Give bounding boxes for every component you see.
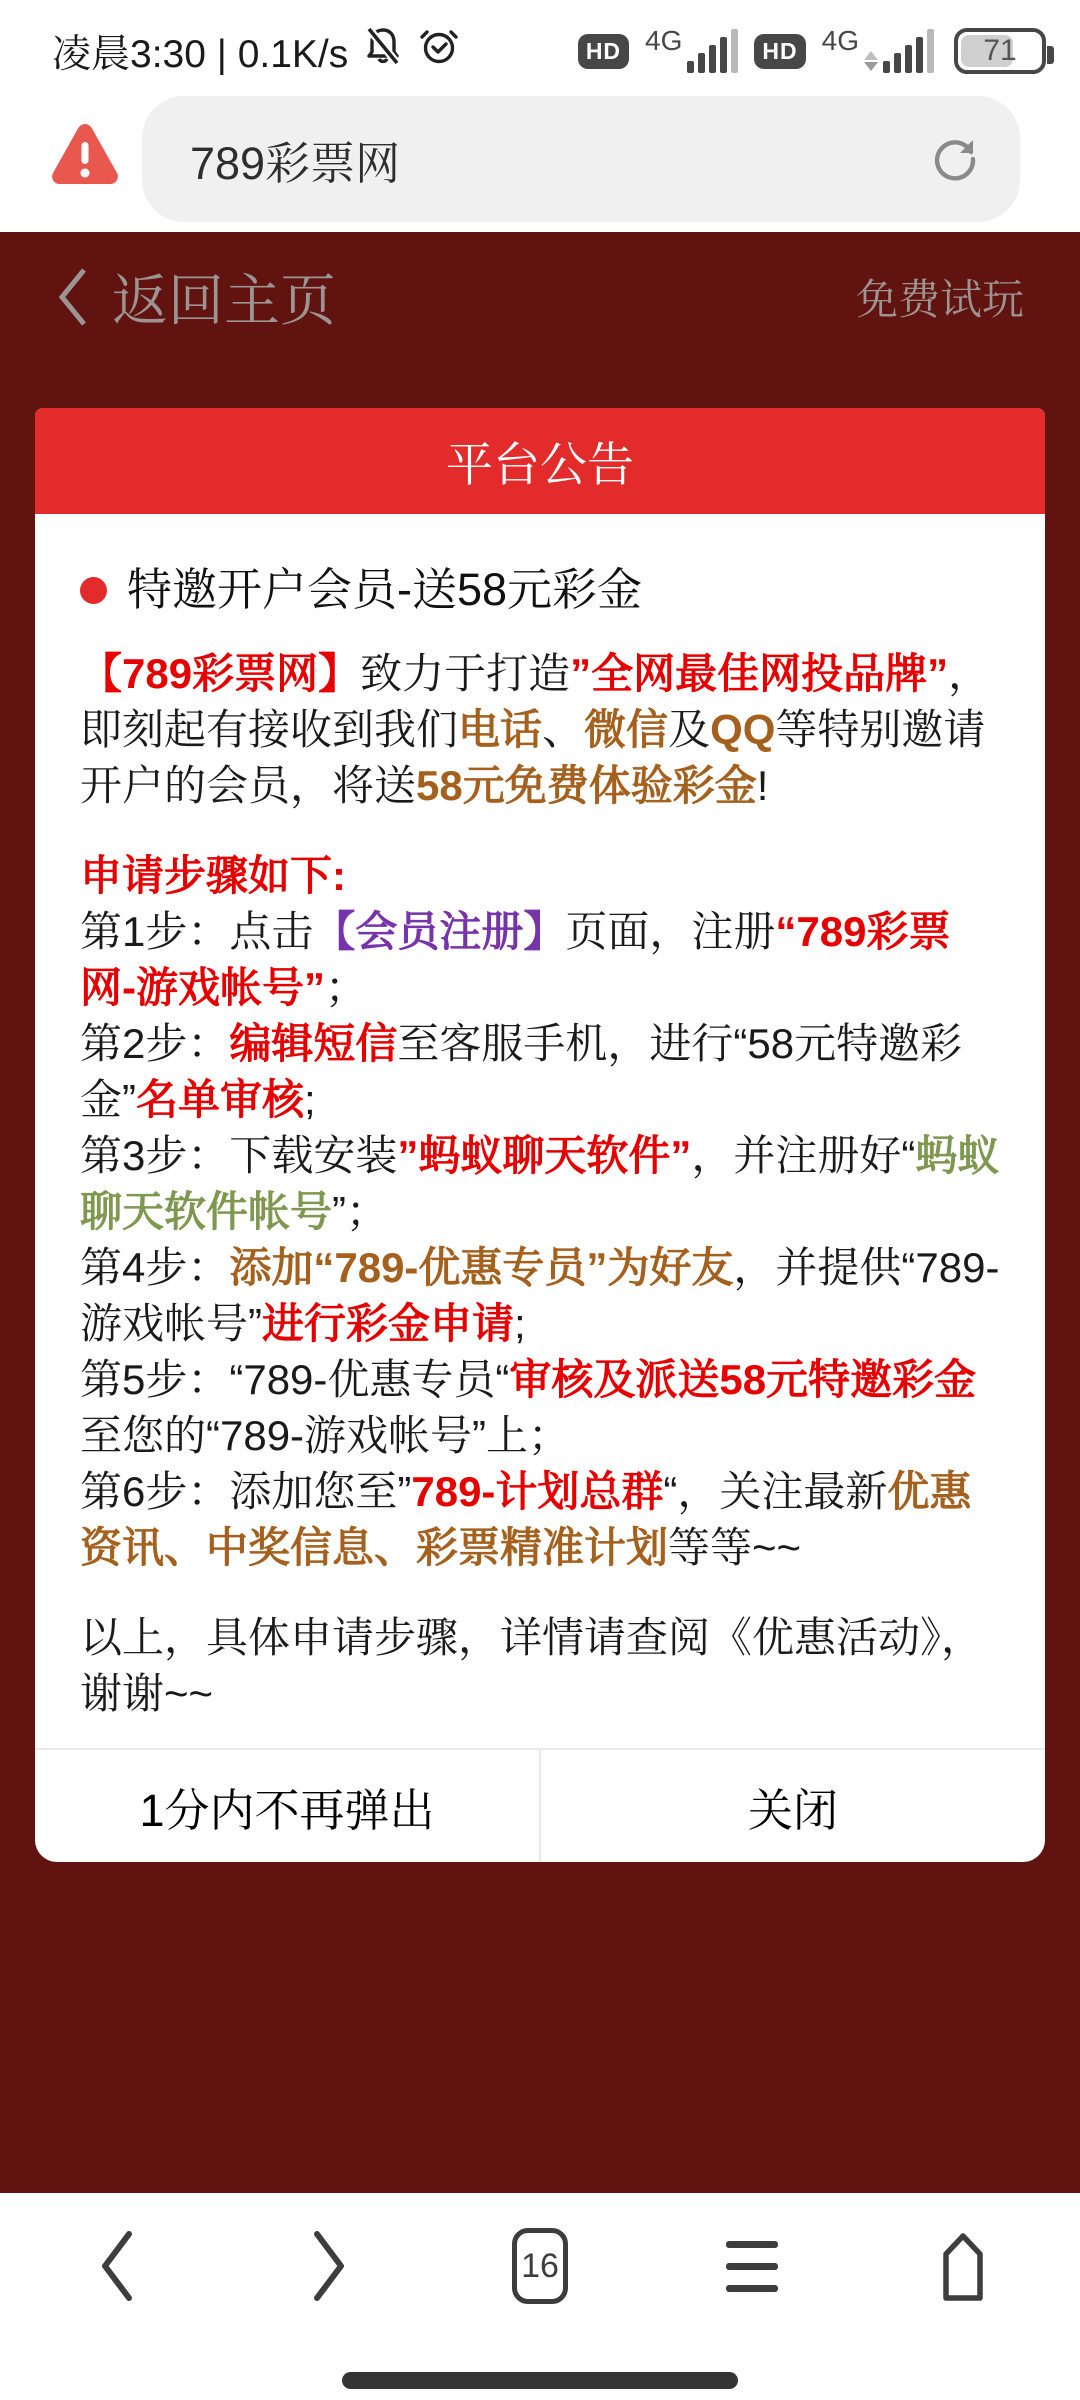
text-segment: ”；: [332, 1188, 389, 1235]
announcement-dialog: [35, 408, 1045, 1862]
text-segment: 第2步：: [80, 1020, 230, 1067]
text-segment: ，并注册好“: [691, 1132, 916, 1179]
warning-icon[interactable]: [48, 118, 122, 192]
address-bar[interactable]: [142, 96, 1020, 222]
text-segment: ，即刻起有接收到我们: [80, 650, 991, 753]
tab-count-box[interactable]: [505, 2226, 575, 2306]
text-segment: 微信: [584, 706, 669, 753]
text-segment: 至客服手机，进行“58元特邀彩金”: [80, 1020, 963, 1123]
intro-paragraph: [80, 646, 1000, 814]
home-indicator-bar[interactable]: [342, 2372, 738, 2389]
text-segment: 编辑短信: [229, 1020, 398, 1067]
closing-paragraph: 以上，具体申请步骤，详情请查阅《优惠活动》，谢谢~~: [80, 1614, 984, 1717]
text-segment: ”蚂蚁聊天软件”: [397, 1132, 692, 1179]
text-segment: 页面，注册: [565, 908, 776, 955]
steps-list: [80, 904, 1000, 1576]
signal-icon: [645, 25, 738, 73]
battery-icon: [954, 28, 1046, 74]
text-segment: ，并提供“789-游戏帐号”: [80, 1244, 1000, 1347]
step-line: [80, 1128, 1000, 1240]
status-time-speed: 凌晨3:30 | 0.1K/s: [52, 33, 349, 76]
status-bar: [0, 0, 1080, 92]
text-segment: “789彩票网-游戏帐号”: [80, 908, 951, 1011]
text-segment: 优惠资讯、中奖信息、彩票精准计划: [80, 1468, 972, 1571]
text-segment: 第3步：下载安装: [80, 1132, 398, 1179]
alarm-icon: [418, 25, 460, 77]
nav-forward-icon[interactable]: [294, 2226, 364, 2306]
mute-icon: [362, 25, 404, 77]
page-backdrop: [0, 232, 1080, 2193]
text-segment: QQ: [710, 706, 776, 753]
home-icon[interactable]: [928, 2226, 998, 2306]
dialog-body: [35, 514, 1045, 1748]
dialog-header: [35, 408, 1045, 514]
step-line: [80, 1016, 1000, 1128]
text-segment: 致力于打造: [360, 650, 571, 697]
battery-level: 71: [983, 34, 1017, 67]
dismiss-button[interactable]: 1分内不再弹出: [35, 1750, 539, 1862]
text-segment: 审核及派送58元特邀彩金: [509, 1356, 977, 1403]
data-transfer-arrows-icon: [864, 51, 878, 71]
step-line: [80, 1240, 1000, 1352]
dialog-footer: [35, 1748, 1045, 1862]
url-text[interactable]: 789彩票网: [190, 137, 401, 189]
text-segment: 、: [542, 706, 585, 753]
dialog-title: 平台公告: [446, 437, 634, 491]
text-segment: 及: [668, 706, 711, 753]
back-home-label: 返回主页: [112, 269, 336, 332]
page-header: [0, 252, 1080, 342]
text-segment: 等特别邀请开户的会员，将送: [80, 706, 986, 809]
text-segment: 【会员注册】: [313, 908, 566, 955]
text-segment: 至您的“789-游戏帐号”上；: [80, 1412, 571, 1459]
text-segment: ;: [514, 1300, 526, 1347]
text-segment: 第1步：点击: [80, 908, 314, 955]
steps-heading: 申请步骤如下:: [80, 852, 346, 899]
text-segment: !: [756, 762, 769, 809]
close-button[interactable]: 关闭: [539, 1750, 1045, 1862]
browser-address-row: [0, 92, 1080, 232]
text-segment: 【789彩票网】: [80, 650, 361, 697]
network-type-label: 4G: [645, 25, 683, 56]
nav-back-icon[interactable]: [82, 2226, 152, 2306]
text-segment: 789-计划总群: [411, 1468, 664, 1515]
text-segment: 第4步：: [80, 1244, 230, 1291]
text-segment: 进行彩金申请: [262, 1300, 515, 1347]
bullet-dot-icon: [80, 577, 107, 604]
network-type-label: 4G: [821, 25, 859, 56]
text-segment: ;: [304, 1076, 316, 1123]
text-segment: 电话: [458, 706, 543, 753]
text-segment: ；: [325, 964, 368, 1011]
text-segment: 等等~~: [668, 1524, 802, 1571]
step-line: [80, 904, 1000, 1016]
hd-icon: HD: [754, 34, 805, 69]
text-segment: 第5步：“789-优惠专员“: [80, 1356, 510, 1403]
text-segment: 添加“789-优惠专员”为好友: [229, 1244, 734, 1291]
tab-count: 16: [521, 2246, 559, 2285]
text-segment: 58元免费体验彩金: [416, 762, 757, 809]
text-segment: 名单审核: [136, 1076, 305, 1123]
hd-icon: HD: [578, 34, 629, 69]
menu-icon[interactable]: [717, 2226, 787, 2306]
step-line: [80, 1464, 1000, 1576]
browser-nav-bar: [0, 2193, 1080, 2400]
back-home-button[interactable]: [56, 257, 336, 337]
refresh-icon[interactable]: [928, 132, 982, 186]
step-line: [80, 1352, 1000, 1464]
text-segment: 第6步：添加您至”: [80, 1468, 412, 1515]
text-segment: ”全网最佳网投品牌”: [570, 650, 949, 697]
text-segment: “，关注最新: [663, 1468, 888, 1515]
chevron-left-icon: [56, 266, 90, 328]
text-segment: 蚂蚁聊天软件帐号: [80, 1132, 1000, 1235]
headline-text: 特邀开户会员-送58元彩金: [127, 564, 643, 615]
signal-icon: [821, 25, 934, 73]
free-trial-link[interactable]: 免费试玩: [855, 276, 1024, 323]
headline-row: [80, 562, 1000, 618]
